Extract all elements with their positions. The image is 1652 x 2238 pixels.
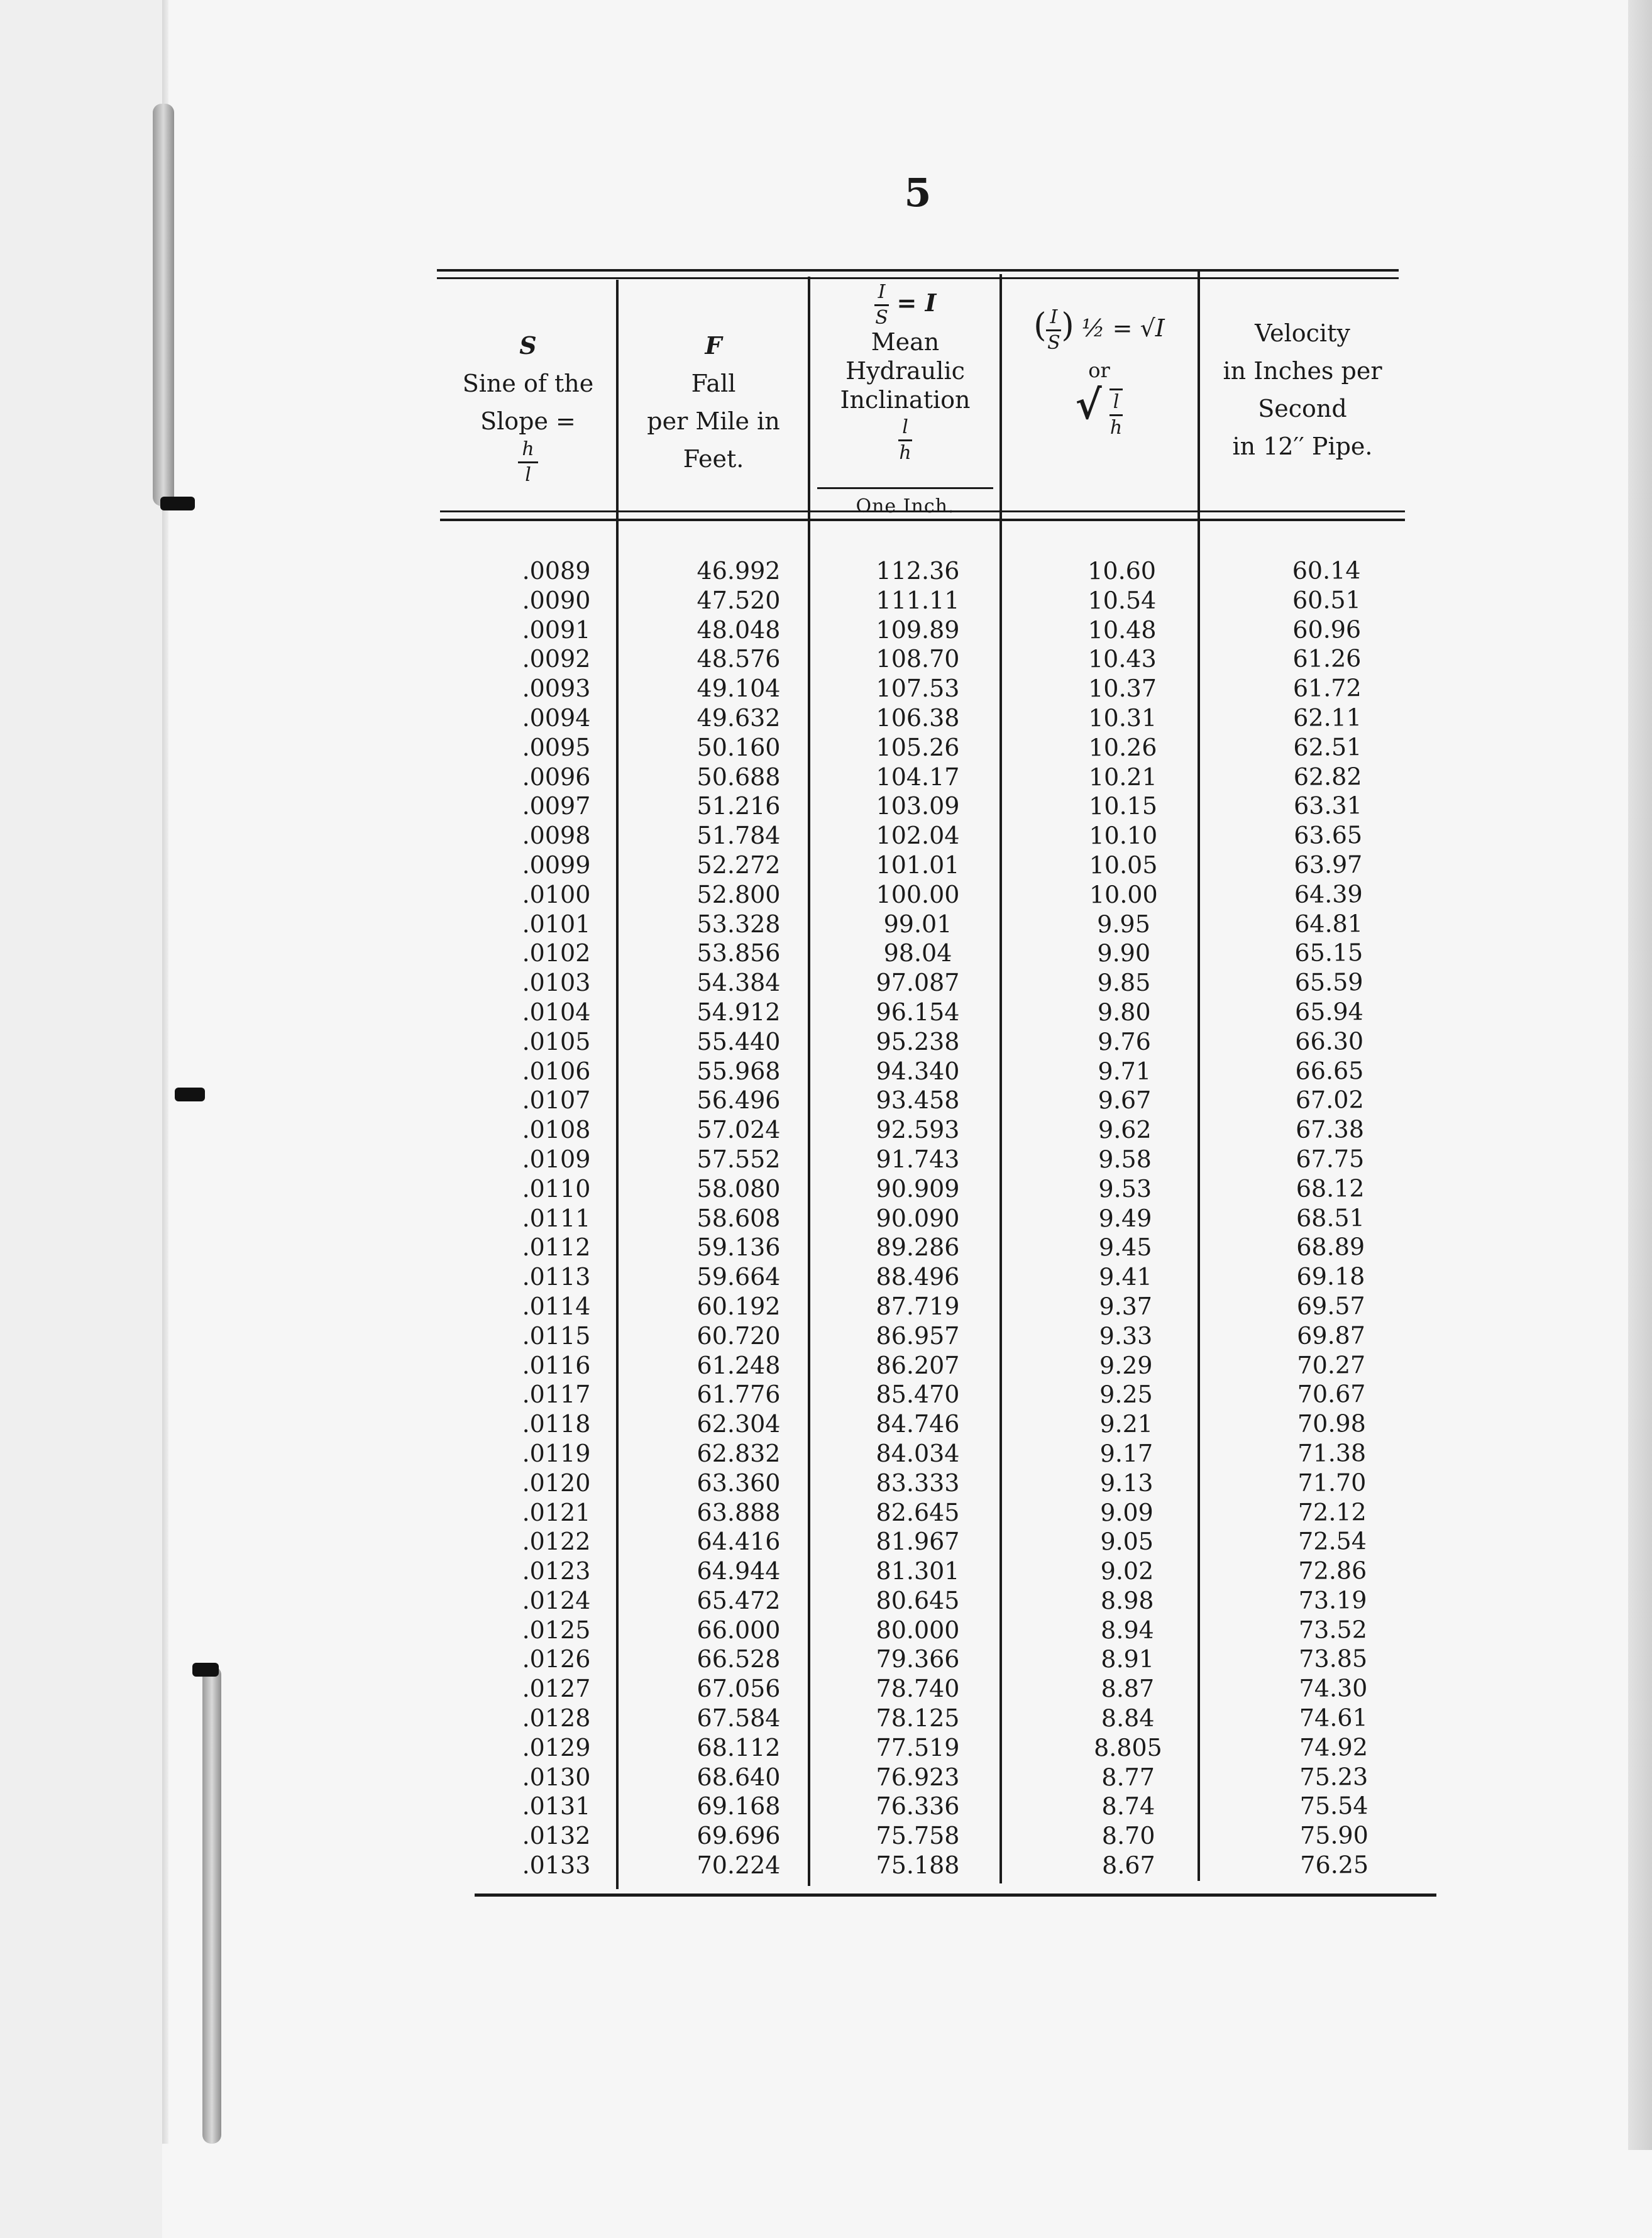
cell-fall: 62.304 <box>697 1410 781 1438</box>
cell-inclination: 78.740 <box>876 1675 960 1703</box>
cell-sine: .0092 <box>522 645 591 673</box>
cell-root: 10.48 <box>1088 615 1157 644</box>
header-root <box>1003 308 1195 438</box>
cell-root: 9.33 <box>1099 1321 1153 1350</box>
cell-velocity: 70.98 <box>1297 1409 1366 1438</box>
cell-root: 10.60 <box>1088 556 1157 585</box>
cell-sine: .0106 <box>522 1057 591 1085</box>
cell-inclination: 79.366 <box>876 1645 960 1673</box>
table-top-rule <box>437 269 1399 272</box>
cell-fall: 56.496 <box>697 1086 781 1115</box>
cell-fall: 48.576 <box>697 645 781 673</box>
cell-sine: .0108 <box>522 1116 591 1144</box>
cell-sine: .0129 <box>522 1733 591 1761</box>
cell-fall: 62.832 <box>697 1439 781 1467</box>
cell-inclination: 91.743 <box>876 1145 960 1173</box>
cell-velocity: 75.54 <box>1299 1792 1368 1821</box>
cell-velocity: 73.52 <box>1298 1615 1367 1644</box>
cell-velocity: 75.23 <box>1299 1762 1368 1791</box>
cell-root: 9.71 <box>1098 1057 1152 1085</box>
cell-root: 9.49 <box>1098 1204 1152 1232</box>
cell-fall: 52.800 <box>697 880 781 908</box>
cell-velocity: 69.18 <box>1296 1262 1365 1291</box>
cell-inclination: 81.301 <box>876 1557 960 1585</box>
cell-inclination: 102.04 <box>876 822 960 850</box>
cell-root: 9.90 <box>1097 939 1151 967</box>
binding-string-top <box>153 104 174 506</box>
cell-root: 9.95 <box>1097 910 1150 938</box>
cell-inclination: 97.087 <box>876 969 960 997</box>
cell-root: 9.62 <box>1098 1115 1152 1144</box>
cell-velocity: 73.19 <box>1298 1586 1367 1614</box>
column-divider <box>808 277 810 1886</box>
header-fall-symbol: F <box>705 331 722 360</box>
cell-sine: .0116 <box>522 1351 591 1379</box>
cell-inclination: 109.89 <box>876 615 960 644</box>
header-velocity-line2: in Inches per <box>1223 357 1382 385</box>
cell-velocity: 69.57 <box>1296 1292 1365 1320</box>
cell-sine: .0118 <box>522 1410 591 1438</box>
cell-root: 8.91 <box>1101 1645 1155 1673</box>
cell-velocity: 67.38 <box>1296 1115 1365 1144</box>
header-inclination-line2: Hydraulic <box>845 357 965 385</box>
cell-inclination: 111.11 <box>876 586 960 614</box>
cell-fall: 66.000 <box>697 1616 781 1644</box>
header-sine <box>443 327 613 485</box>
fraction-numerator: I <box>1046 308 1061 331</box>
cell-root: 10.15 <box>1089 792 1158 820</box>
cell-fall: 64.416 <box>697 1528 781 1556</box>
fraction-denominator: h <box>899 442 911 464</box>
column-root <box>1071 556 1179 1881</box>
cell-velocity: 70.27 <box>1297 1350 1366 1379</box>
cell-fall: 47.520 <box>697 586 781 614</box>
cell-sine: .0124 <box>522 1586 591 1614</box>
cell-velocity: 68.51 <box>1296 1203 1365 1232</box>
cell-fall: 54.384 <box>697 969 781 997</box>
cell-inclination: 86.957 <box>876 1321 960 1350</box>
header-sine-line1: Sine of the <box>462 370 594 397</box>
cell-sine: .0120 <box>522 1469 591 1497</box>
cell-sine: .0119 <box>522 1439 591 1467</box>
cell-inclination: 75.188 <box>876 1851 960 1880</box>
cell-root: 8.77 <box>1101 1763 1155 1791</box>
cell-root: 9.58 <box>1098 1145 1152 1174</box>
cell-inclination: 75.758 <box>876 1822 960 1850</box>
cell-sine: .0107 <box>522 1086 591 1115</box>
cell-fall: 59.664 <box>697 1263 781 1291</box>
cell-root: 10.37 <box>1088 674 1157 703</box>
cell-velocity: 66.65 <box>1295 1056 1364 1085</box>
cell-velocity: 65.59 <box>1294 968 1363 996</box>
cell-velocity: 73.85 <box>1299 1645 1368 1673</box>
cell-inclination: 84.746 <box>876 1410 960 1438</box>
cell-root: 10.21 <box>1088 763 1157 791</box>
cell-velocity: 70.67 <box>1297 1380 1366 1409</box>
cell-inclination: 84.034 <box>876 1439 960 1467</box>
cell-velocity: 64.39 <box>1294 879 1363 908</box>
cell-fall: 57.024 <box>697 1116 781 1144</box>
cell-sine: .0127 <box>522 1675 591 1703</box>
cell-root: 9.02 <box>1100 1557 1154 1585</box>
cell-sine: .0130 <box>522 1763 591 1791</box>
cell-fall: 63.360 <box>697 1469 781 1497</box>
cell-root: 9.29 <box>1099 1351 1153 1379</box>
cell-inclination: 105.26 <box>876 733 960 761</box>
cell-fall: 53.328 <box>697 910 781 938</box>
cell-sine: .0099 <box>522 851 591 879</box>
header-inclination-line1: Mean <box>871 328 940 356</box>
binding-string-bottom <box>202 1666 221 2144</box>
cell-sine: .0132 <box>522 1822 591 1850</box>
cell-fall: 49.632 <box>697 703 781 732</box>
cell-velocity: 66.30 <box>1295 1027 1364 1056</box>
equation-rhs: = I <box>896 289 937 317</box>
cell-inclination: 90.090 <box>876 1204 960 1232</box>
cell-inclination: 90.909 <box>876 1174 960 1203</box>
header-fall-line2: per Mile in <box>647 407 780 435</box>
cell-sine: .0105 <box>522 1027 591 1056</box>
cell-root: 9.80 <box>1097 998 1151 1027</box>
cell-fall: 63.888 <box>697 1498 781 1526</box>
cell-sine: .0110 <box>522 1174 591 1203</box>
column-divider <box>999 274 1002 1883</box>
cell-root: 9.67 <box>1098 1086 1152 1115</box>
cell-inclination: 86.207 <box>876 1351 960 1379</box>
cell-velocity: 72.86 <box>1298 1557 1367 1585</box>
cell-inclination: 76.336 <box>876 1792 960 1821</box>
cell-inclination: 96.154 <box>876 998 960 1026</box>
cell-sine: .0121 <box>522 1498 591 1526</box>
cell-inclination: 82.645 <box>876 1498 960 1526</box>
cell-fall: 69.168 <box>697 1792 781 1821</box>
cell-root: 10.26 <box>1088 733 1157 762</box>
cell-root: 10.05 <box>1089 851 1158 879</box>
cell-velocity: 72.12 <box>1297 1497 1367 1526</box>
cell-sine: .0133 <box>522 1851 591 1880</box>
cell-inclination: 80.645 <box>876 1586 960 1614</box>
cell-sine: .0093 <box>522 675 591 703</box>
cell-sine: .0090 <box>522 586 591 614</box>
cell-velocity: 69.87 <box>1297 1321 1366 1350</box>
cell-root: 9.17 <box>1099 1439 1154 1468</box>
cell-inclination: 77.519 <box>876 1733 960 1761</box>
cell-velocity: 61.72 <box>1292 674 1362 702</box>
cell-fall: 52.272 <box>697 851 781 879</box>
cell-fall: 48.048 <box>697 615 781 644</box>
cell-root: 8.805 <box>1093 1733 1162 1762</box>
cell-inclination: 76.923 <box>876 1763 960 1791</box>
cell-inclination: 81.967 <box>876 1528 960 1556</box>
cell-root: 10.43 <box>1088 645 1157 673</box>
cell-fall: 53.856 <box>697 939 781 967</box>
cell-velocity: 60.14 <box>1292 556 1361 585</box>
header-inclination-line3: Inclination <box>840 386 971 414</box>
header-inclination <box>812 283 998 463</box>
binding-stitch <box>160 497 195 510</box>
cell-fall: 66.528 <box>697 1645 781 1673</box>
table-bottom-rule <box>475 1893 1436 1897</box>
cell-fall: 65.472 <box>697 1586 781 1614</box>
cell-velocity: 68.12 <box>1296 1174 1365 1203</box>
cell-sine: .0111 <box>522 1204 591 1232</box>
header-bottom-rule <box>440 519 1405 521</box>
fraction-denominator: h <box>1110 416 1123 439</box>
header-root-power: ½ = √I <box>1081 314 1165 342</box>
header-velocity <box>1202 314 1403 465</box>
cell-root: 9.21 <box>1099 1409 1154 1438</box>
cell-sine: .0123 <box>522 1557 591 1585</box>
cell-velocity: 63.31 <box>1293 791 1362 820</box>
cell-velocity: 65.94 <box>1294 998 1363 1026</box>
cell-sine: .0109 <box>522 1145 591 1173</box>
radical-fraction <box>1110 389 1123 438</box>
cell-fall: 49.104 <box>697 675 781 703</box>
cell-fall: 61.776 <box>697 1381 781 1409</box>
cell-inclination: 100.00 <box>876 880 960 908</box>
cell-inclination: 93.458 <box>876 1086 960 1115</box>
cell-inclination: 101.01 <box>876 851 960 879</box>
cell-velocity: 67.02 <box>1295 1086 1364 1115</box>
cell-inclination: 92.593 <box>876 1116 960 1144</box>
binding-stitch <box>175 1088 205 1101</box>
header-sine-line2: Slope = <box>480 407 576 435</box>
cell-fall: 51.216 <box>697 792 781 820</box>
radical-sign: √ <box>1075 382 1102 429</box>
cell-velocity: 60.51 <box>1292 585 1361 614</box>
cell-root: 9.37 <box>1099 1292 1153 1321</box>
header-inclination-fraction <box>898 418 912 463</box>
cell-inclination: 108.70 <box>876 645 960 673</box>
cell-root: 9.13 <box>1099 1469 1154 1497</box>
column-inclination <box>855 556 981 1880</box>
cell-inclination: 89.286 <box>876 1233 960 1262</box>
cell-velocity: 71.70 <box>1297 1468 1367 1497</box>
header-sine-fraction <box>518 440 537 485</box>
cell-fall: 58.608 <box>697 1204 781 1232</box>
column-divider <box>616 280 619 1889</box>
cell-velocity: 68.89 <box>1296 1233 1365 1262</box>
cell-velocity: 71.38 <box>1297 1439 1367 1467</box>
cell-fall: 54.912 <box>697 998 781 1026</box>
cell-inclination: 106.38 <box>876 703 960 732</box>
cell-sine: .0095 <box>522 733 591 761</box>
cell-sine: .0125 <box>522 1616 591 1644</box>
header-velocity-line1: Velocity <box>1255 319 1350 347</box>
page-right-edge <box>1628 0 1652 2150</box>
cell-root: 9.25 <box>1099 1381 1153 1409</box>
fraction-numerator: l <box>1110 393 1123 416</box>
cell-fall: 51.784 <box>697 822 781 850</box>
cell-inclination: 88.496 <box>876 1263 960 1291</box>
cell-root: 8.84 <box>1101 1704 1155 1733</box>
cell-root: 9.53 <box>1098 1174 1152 1203</box>
cell-root: 8.94 <box>1101 1616 1154 1644</box>
column-divider <box>1198 272 1200 1881</box>
cell-inclination: 112.36 <box>876 557 960 585</box>
cell-root: 9.45 <box>1098 1233 1152 1262</box>
cell-fall: 57.552 <box>697 1145 781 1173</box>
cell-fall: 61.248 <box>697 1351 781 1379</box>
cell-fall: 50.160 <box>697 733 781 761</box>
cell-sine: .0102 <box>522 939 591 967</box>
cell-velocity: 61.26 <box>1292 644 1362 673</box>
equation-fraction <box>874 283 889 328</box>
cell-sine: .0117 <box>522 1381 591 1409</box>
one-inch-rule <box>817 487 993 489</box>
cell-inclination: 98.04 <box>883 939 952 967</box>
cell-sine: .0098 <box>522 822 591 850</box>
cell-root: 8.74 <box>1101 1792 1155 1821</box>
cell-sine: .0126 <box>522 1645 591 1673</box>
header-inclination-equation <box>812 283 998 328</box>
fraction-numerator: h <box>518 440 537 463</box>
header-velocity-line4: in 12′′ Pipe. <box>1232 433 1373 460</box>
cell-velocity: 60.96 <box>1292 615 1362 644</box>
cell-sine: .0131 <box>522 1792 591 1821</box>
cell-fall: 64.944 <box>697 1557 781 1585</box>
fraction-denominator: l <box>525 464 531 486</box>
cell-velocity: 74.92 <box>1299 1733 1368 1761</box>
cell-fall: 67.584 <box>697 1704 781 1733</box>
cell-root: 8.87 <box>1101 1675 1155 1703</box>
header-fall <box>622 327 805 478</box>
header-sine-symbol: S <box>519 331 537 360</box>
cell-root: 10.31 <box>1088 703 1157 732</box>
cell-fall: 60.720 <box>697 1321 781 1350</box>
cell-sine: .0103 <box>522 969 591 997</box>
cell-velocity: 62.51 <box>1293 732 1362 761</box>
cell-sine: .0096 <box>522 763 591 791</box>
page-number: 5 <box>904 170 932 216</box>
cell-fall: 68.112 <box>697 1733 781 1761</box>
cell-root: 9.09 <box>1100 1498 1154 1526</box>
fraction-numerator: l <box>898 418 912 441</box>
cell-sine: .0128 <box>522 1704 591 1733</box>
cell-root: 9.76 <box>1098 1027 1151 1056</box>
binding-stitch <box>192 1663 219 1677</box>
cell-sine: .0101 <box>522 910 591 938</box>
cell-inclination: 95.238 <box>876 1027 960 1056</box>
cell-sine: .0114 <box>522 1292 591 1320</box>
cell-sine: .0104 <box>522 998 591 1026</box>
cell-velocity: 74.30 <box>1299 1674 1368 1703</box>
cell-fall: 55.440 <box>697 1027 781 1056</box>
cell-root: 10.10 <box>1089 821 1158 850</box>
cell-velocity: 65.15 <box>1294 939 1363 967</box>
cell-velocity: 74.61 <box>1299 1704 1368 1732</box>
column-velocity <box>1273 556 1388 1880</box>
cell-sine: .0097 <box>522 792 591 820</box>
cell-sine: .0122 <box>522 1528 591 1556</box>
cell-fall: 46.992 <box>697 557 781 585</box>
cell-inclination: 104.17 <box>876 763 960 791</box>
cell-velocity: 62.11 <box>1293 703 1362 732</box>
cell-fall: 60.192 <box>697 1292 781 1320</box>
cell-root: 10.00 <box>1089 880 1158 909</box>
cell-root: 8.70 <box>1101 1822 1155 1850</box>
header-inclination-subnote: One Inch. <box>856 495 955 517</box>
cell-fall: 55.968 <box>697 1057 781 1085</box>
header-root-or: or <box>1088 358 1110 382</box>
fraction-denominator: S <box>875 307 888 329</box>
cell-velocity: 76.25 <box>1300 1851 1369 1879</box>
cell-root: 8.98 <box>1100 1586 1154 1615</box>
cell-inclination: 107.53 <box>876 675 960 703</box>
cell-fall: 58.080 <box>697 1174 781 1203</box>
cell-velocity: 63.65 <box>1294 821 1363 849</box>
table-top-rule <box>437 277 1399 279</box>
cell-velocity: 63.97 <box>1294 851 1363 879</box>
cell-sine: .0113 <box>522 1263 591 1291</box>
cell-velocity: 62.82 <box>1293 762 1362 791</box>
cell-sine: .0089 <box>522 557 591 585</box>
header-root-radical <box>1003 382 1195 439</box>
cell-sine: .0100 <box>522 880 591 908</box>
cell-inclination: 99.01 <box>883 910 952 938</box>
column-sine <box>503 556 610 1880</box>
cell-velocity: 67.75 <box>1296 1145 1365 1173</box>
cell-inclination: 103.09 <box>876 792 960 820</box>
cell-sine: .0091 <box>522 615 591 644</box>
header-fall-line3: Feet. <box>683 445 744 473</box>
cell-inclination: 87.719 <box>876 1292 960 1320</box>
binding-margin <box>0 0 162 2238</box>
paren-fraction <box>1046 308 1061 353</box>
cell-inclination: 83.333 <box>876 1469 960 1497</box>
fraction-numerator: I <box>874 283 889 306</box>
cell-root: 9.41 <box>1099 1262 1152 1291</box>
cell-fall: 68.640 <box>697 1763 781 1791</box>
cell-root: 9.05 <box>1100 1528 1154 1556</box>
header-velocity-line3: Second <box>1258 395 1347 422</box>
cell-fall: 50.688 <box>697 763 781 791</box>
cell-velocity: 64.81 <box>1294 909 1363 938</box>
cell-inclination: 94.340 <box>876 1057 960 1085</box>
cell-fall: 67.056 <box>697 1675 781 1703</box>
fraction-denominator: S <box>1047 332 1060 354</box>
cell-inclination: 85.470 <box>876 1381 960 1409</box>
cell-root: 10.54 <box>1088 586 1157 615</box>
column-fall <box>679 556 798 1880</box>
cell-fall: 59.136 <box>697 1233 781 1262</box>
header-root-expression: ( $\frac{I}{S}$ ) ½ = √I <box>1033 306 1165 354</box>
cell-root: 8.67 <box>1101 1851 1155 1880</box>
header-fall-line1: Fall <box>691 370 736 397</box>
cell-fall: 70.224 <box>697 1851 781 1880</box>
cell-inclination: 78.125 <box>876 1704 960 1733</box>
cell-inclination: 80.000 <box>876 1616 960 1644</box>
cell-sine: .0094 <box>522 703 591 732</box>
cell-velocity: 75.90 <box>1299 1821 1368 1850</box>
cell-sine: .0115 <box>522 1321 591 1350</box>
cell-root: 9.85 <box>1097 968 1151 997</box>
cell-velocity: 72.54 <box>1298 1527 1367 1556</box>
cell-fall: 69.696 <box>697 1822 781 1850</box>
cell-sine: .0112 <box>522 1233 591 1262</box>
